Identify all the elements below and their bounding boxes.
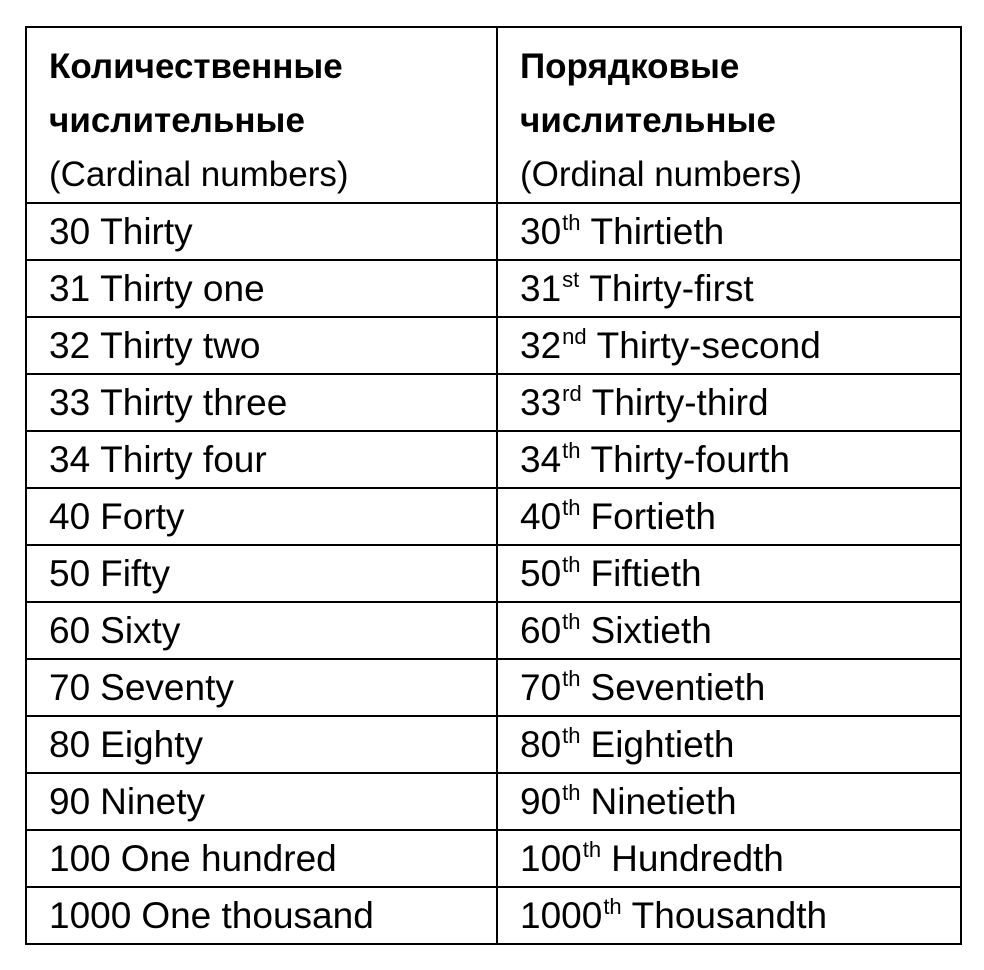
ordinal-cell — [497, 716, 961, 773]
cardinal-cell — [26, 716, 497, 773]
ordinal-suffix: th — [562, 609, 581, 634]
cardinal-number: 90 — [49, 781, 91, 822]
table-row — [26, 887, 961, 944]
cardinal-number: 70 — [49, 667, 91, 708]
table-row — [26, 203, 961, 260]
ordinal-word: Thirty-second — [596, 325, 821, 366]
ordinal-suffix: th — [562, 210, 581, 235]
cardinal-word: Fifty — [100, 553, 171, 594]
ordinal-number: 80 — [520, 724, 562, 765]
table-row — [26, 659, 961, 716]
ordinal-word: Ninetieth — [590, 781, 737, 822]
cardinal-number: 50 — [49, 553, 91, 594]
ordinal-cell — [497, 545, 961, 602]
header-ordinal-ru-line1: Порядковые — [520, 47, 740, 86]
ordinal-suffix: th — [562, 495, 581, 520]
ordinal-word: Thousandth — [631, 895, 828, 936]
cardinal-number: 31 — [49, 268, 91, 309]
cardinal-cell — [26, 659, 497, 716]
ordinal-number: 31 — [520, 268, 562, 309]
ordinal-number: 34 — [520, 439, 562, 480]
ordinal-number: 50 — [520, 553, 562, 594]
ordinal-number: 40 — [520, 496, 562, 537]
header-cardinal-ru-line2: числительные — [49, 101, 305, 140]
cardinal-number: 100 — [49, 838, 111, 879]
header-row — [26, 27, 961, 203]
header-cardinal — [26, 27, 497, 203]
cardinal-word: Thirty one — [100, 268, 265, 309]
ordinal-suffix: th — [582, 837, 602, 862]
cardinal-word: Eighty — [100, 724, 203, 765]
cardinal-word: Ninety — [100, 781, 206, 822]
table-row — [26, 830, 961, 887]
cardinal-word: Thirty — [100, 211, 193, 252]
ordinal-word: Sixtieth — [590, 610, 712, 651]
cardinal-cell — [26, 887, 497, 944]
numbers-table-body — [26, 27, 961, 944]
table-row — [26, 374, 961, 431]
cardinal-number: 33 — [49, 382, 91, 423]
ordinal-cell — [497, 203, 961, 260]
table-row — [26, 716, 961, 773]
table-row — [26, 431, 961, 488]
cardinal-number: 34 — [49, 439, 91, 480]
cardinal-cell — [26, 488, 497, 545]
table-row — [26, 488, 961, 545]
ordinal-suffix: th — [603, 894, 622, 919]
ordinal-cell — [497, 659, 961, 716]
cardinal-cell — [26, 773, 497, 830]
numbers-table — [25, 26, 962, 945]
table-row — [26, 317, 961, 374]
table-row — [26, 260, 961, 317]
cardinal-number: 30 — [49, 211, 91, 252]
ordinal-number: 33 — [520, 382, 562, 423]
header-ordinal-en: (Ordinal numbers) — [520, 155, 803, 194]
cardinal-word: Thirty four — [100, 439, 267, 480]
cardinal-cell — [26, 260, 497, 317]
cardinal-word: Forty — [100, 496, 185, 537]
table-row — [26, 773, 961, 830]
table-row — [26, 602, 961, 659]
cardinal-number: 80 — [49, 724, 91, 765]
cardinal-word: Sixty — [100, 610, 181, 651]
header-ordinal-ru-line2: числительные — [520, 101, 776, 140]
ordinal-cell — [497, 488, 961, 545]
cardinal-cell — [26, 545, 497, 602]
ordinal-suffix: rd — [562, 381, 582, 406]
ordinal-suffix: th — [562, 666, 581, 691]
ordinal-suffix: th — [562, 723, 581, 748]
cardinal-number: 1000 — [49, 895, 132, 936]
ordinal-word: Thirtieth — [590, 211, 725, 252]
ordinal-cell — [497, 602, 961, 659]
ordinal-number: 30 — [520, 211, 562, 252]
ordinal-suffix: nd — [562, 324, 587, 349]
ordinal-cell — [497, 260, 961, 317]
cardinal-number: 40 — [49, 496, 91, 537]
table-row — [26, 545, 961, 602]
cardinal-cell — [26, 602, 497, 659]
ordinal-number: 1000 — [520, 895, 603, 936]
header-ordinal — [497, 27, 961, 203]
ordinal-cell — [497, 317, 961, 374]
ordinal-word: Fortieth — [590, 496, 716, 537]
ordinal-suffix: th — [562, 780, 581, 805]
ordinal-cell — [497, 887, 961, 944]
ordinal-number: 60 — [520, 610, 562, 651]
ordinal-cell — [497, 374, 961, 431]
cardinal-cell — [26, 374, 497, 431]
ordinal-number: 100 — [520, 838, 582, 879]
ordinal-cell — [497, 830, 961, 887]
ordinal-number: 32 — [520, 325, 562, 366]
cardinal-cell — [26, 317, 497, 374]
ordinal-suffix: th — [562, 552, 581, 577]
header-cardinal-ru-line1: Количественные — [49, 47, 343, 86]
header-cardinal-en: (Cardinal numbers) — [49, 155, 349, 194]
cardinal-word: Thirty three — [100, 382, 288, 423]
ordinal-suffix: th — [562, 438, 581, 463]
cardinal-word: Thirty two — [100, 325, 261, 366]
ordinal-word: Seventieth — [590, 667, 766, 708]
ordinal-word: Thirty-fourth — [590, 439, 790, 480]
ordinal-word: Thirty-third — [591, 382, 769, 423]
cardinal-cell — [26, 431, 497, 488]
cardinal-number: 32 — [49, 325, 91, 366]
cardinal-number: 60 — [49, 610, 91, 651]
ordinal-word: Thirty-first — [589, 268, 754, 309]
ordinal-word: Hundredth — [611, 838, 784, 879]
ordinal-number: 90 — [520, 781, 562, 822]
ordinal-number: 70 — [520, 667, 562, 708]
cardinal-word: Seventy — [100, 667, 234, 708]
cardinal-word: One thousand — [141, 895, 374, 936]
ordinal-cell — [497, 773, 961, 830]
cardinal-cell — [26, 830, 497, 887]
ordinal-cell — [497, 431, 961, 488]
ordinal-suffix: st — [562, 267, 580, 292]
ordinal-word: Eightieth — [590, 724, 735, 765]
cardinal-word: One hundred — [120, 838, 337, 879]
ordinal-word: Fiftieth — [590, 553, 702, 594]
cardinal-cell — [26, 203, 497, 260]
